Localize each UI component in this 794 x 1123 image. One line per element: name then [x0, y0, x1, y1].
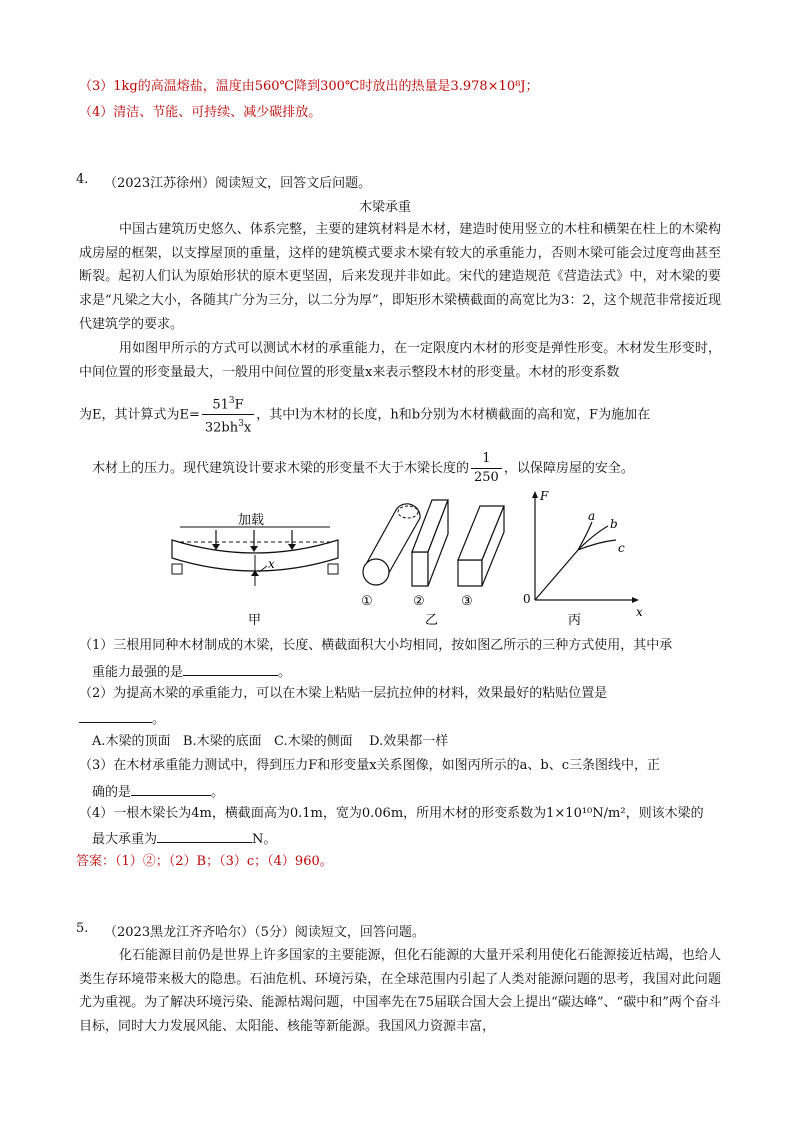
q4-number: 4.	[76, 172, 89, 187]
figure-jia	[172, 512, 338, 628]
q5-source: （2023黑龙江齐齐哈尔）（5分）阅读短文，回答问题。	[104, 925, 425, 940]
curve-c: c	[618, 541, 625, 555]
formula-fraction	[202, 392, 254, 438]
q4-sub2-line2: 。	[79, 708, 165, 730]
q4-options: A.木梁的顶面 B.木梁的底面 C.木梁的侧面 D.效果都一样	[92, 734, 449, 749]
label-bing: 丙	[568, 613, 582, 628]
ratio-fraction: $\frac{1}{250}$	[471, 450, 502, 487]
label-jia: 甲	[248, 613, 262, 628]
x-label: x	[268, 557, 275, 571]
answer-blank-2[interactable]	[79, 708, 152, 723]
q5-paragraph-1: 化石能源目前仍是世界上许多国家的主要能源，但化石能源的大量开采利用使化石能源接近枯竭，也给人类生存环境带来极大的隐患。石油危机、环境污染，在全球范围内引起了人类对能源问题的思考，我国对此问题尤为重视。为了解决环境污染、能源枯竭问题，中国率先在75届联合国大会上提出“碳达峰”、“碳中和”两个奋斗目标，同时大力发展风能、太阳能、核能等新能源。我国风力资源丰富，	[79, 948, 721, 1035]
figure-group	[160, 488, 660, 628]
answer-blank-4[interactable]	[157, 828, 252, 843]
q4-sub1-line2: 重能力最强的是 。	[92, 661, 291, 683]
q4-answer: 答案：（1）②；（2）B；（3）c；（4）960。	[76, 854, 333, 869]
q4-paragraph-3: 木材上的压力。现代建筑设计要求木梁的形变量不大于木梁长度的 $\frac{1}{250}$ ，以保障房屋的安全。	[92, 451, 634, 485]
q4-sub3-line2: 确的是 。	[92, 781, 224, 803]
q4-title: 木梁承重	[359, 200, 412, 215]
q5-number: 5.	[76, 921, 89, 936]
formula-numerator: $51^3F$	[202, 392, 254, 415]
axis-origin: 0	[523, 592, 531, 606]
curve-b: b	[610, 517, 618, 531]
label-3: ③	[461, 594, 473, 609]
answer-blank-1[interactable]	[183, 661, 278, 676]
label-1: ①	[361, 594, 373, 609]
axis-F: F	[540, 489, 549, 503]
answer-blank-3[interactable]	[131, 781, 211, 796]
formula-denominator: $32bh^3x$	[204, 419, 252, 436]
prev-answer-4: （4）清洁、节能、可持续、减少碳排放。	[79, 105, 322, 120]
q4-formula-line	[79, 392, 650, 438]
label-2: ②	[413, 594, 425, 609]
curve-a: a	[588, 509, 596, 523]
figure-yi	[361, 500, 504, 628]
q4-sub1-line1: （1）三根用同种木材制成的木梁，长度、横截面积大小均相同，按如图乙所示的三种方式使用，其中承	[79, 638, 673, 653]
formula-prefix: 为E，其计算式为E=	[79, 407, 200, 423]
q4-paragraph-1: 中国古建筑历史悠久、体系完整，主要的建筑材料是木材，建造时使用竖立的木柱和横架在柱上的木梁构成房屋的框架，以支撑屋顶的重量，这样的建筑模式要求木梁有较大的承重能力，否则木梁可能会过度弯曲甚至断裂。起初人们认为原始形状的原木更坚固，后来发现并非如此。宋代的建造规范《营造法式》中，对木梁的要求是“凡梁之大小，各随其广分为三分，以二分为厚”，即矩形木梁横截面的高宽比为3：2，这个规范非常接近现代建筑学的要求。	[79, 222, 721, 332]
figure-bing	[523, 489, 643, 628]
formula-suffix: ，其中l为木材的长度，h和b分别为木材横截面的高和宽，F为施加在	[256, 407, 651, 423]
q4-sub4-line1: （4）一根木梁长为4m，横截面高为0.1m，宽为0.06m，所用木材的形变系数为1×10¹⁰N/m²，则该木梁的	[79, 806, 704, 821]
q4-source: （2023江苏徐州）阅读短文，回答文后问题。	[104, 176, 372, 191]
q4-paragraph-2: 用如图甲所示的方式可以测试木材的承重能力，在一定限度内木材的形变是弹性形变。木材发生形变时，中间位置的形变量最大，一般用中间位置的形变量x来表示整段木材的形变量。木材的形变系数	[79, 341, 721, 380]
label-yi: 乙	[425, 613, 439, 628]
q4-sub3-line1: （3）在木材承重能力测试中，得到压力F和形变量x关系图像，如图丙所示的a、b、c三条图线中，正	[79, 758, 660, 773]
prev-answer-3: （3）1kg的高温熔盐，温度由560℃降到300℃时放出的热量是3.978×10⁸J；	[79, 79, 539, 94]
load-label: 加载	[238, 513, 265, 528]
q4-sub2-line1: （2）为提高木梁的承重能力，可以在木梁上粘贴一层抗拉伸的材料，效果最好的粘贴位置是	[79, 686, 608, 701]
q4-sub4-line2: 最大承重为 N。	[92, 828, 276, 850]
axis-x: x	[636, 605, 643, 619]
